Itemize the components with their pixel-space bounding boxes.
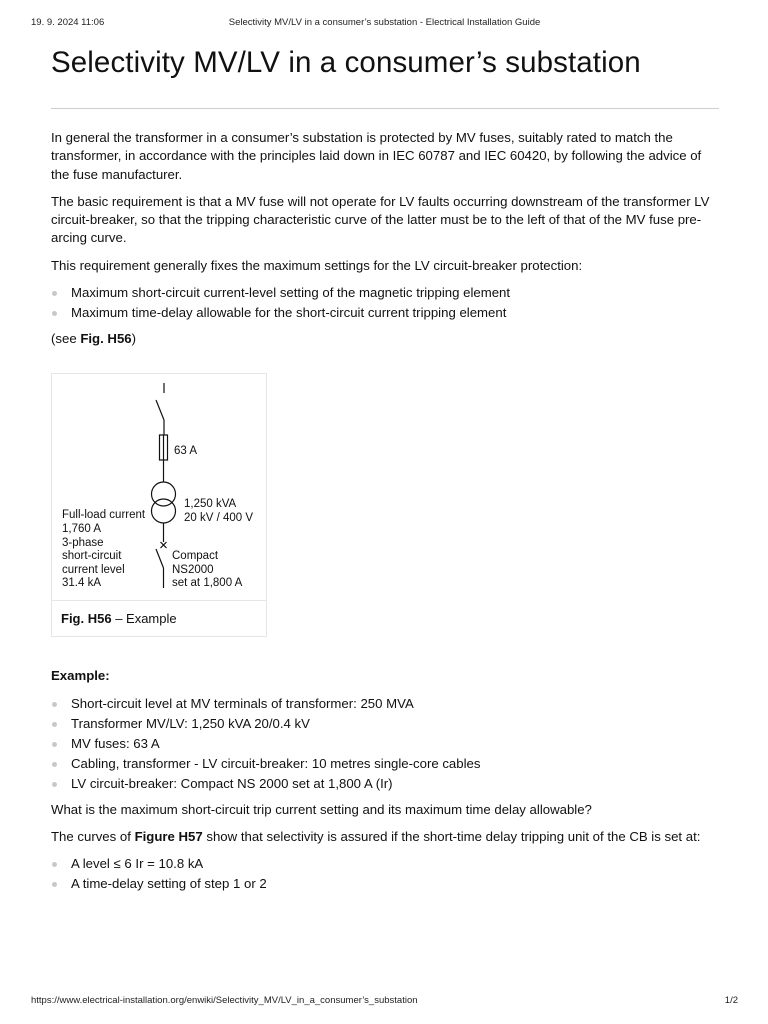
short-circuit-label-3: current level xyxy=(62,564,125,577)
full-load-value: 1,760 A xyxy=(62,523,102,536)
caption-ref: Fig. H56 xyxy=(61,611,112,627)
short-circuit-value: 31.4 kA xyxy=(62,577,101,590)
transformer-voltage-label: 20 kV / 400 V xyxy=(184,512,254,525)
lv-breaker-blade xyxy=(156,549,164,568)
figure-h56 xyxy=(51,373,267,637)
basic-requirement-paragraph: The basic requirement is that a MV fuse will not operate for LV faults occurring downstream of the transformer LV circuit-breaker, so that the tripping characteristic curve of the latter must be to the left of that of the MV fuse pre-arcing curve. xyxy=(51,193,710,246)
title-divider xyxy=(51,108,719,109)
list-item: Transformer MV/LV: 1,250 kVA 20/0.4 kV xyxy=(51,714,719,734)
list-item: A level ≤ 6 Ir = 10.8 kA xyxy=(51,854,719,874)
short-circuit-label-1: 3-phase xyxy=(62,537,104,550)
transformer-power-label: 1,250 kVA xyxy=(184,498,237,511)
list-item: LV circuit-breaker: Compact NS 2000 set at 1,800 A (Ir) xyxy=(51,774,719,794)
full-load-label: Full-load current xyxy=(62,509,146,522)
curves-paragraph xyxy=(51,828,719,846)
answer-list xyxy=(51,854,719,894)
list-item: Short-circuit level at MV terminals of transformer: 250 MVA xyxy=(51,694,719,714)
list-item: Maximum time-delay allowable for the short-circuit current tripping element xyxy=(51,303,719,323)
print-footer xyxy=(31,995,738,1009)
list-item: Cabling, transformer - LV circuit-breaker: 10 metres single-core cables xyxy=(51,754,719,774)
see-figure-paragraph xyxy=(51,330,719,348)
transformer-secondary-coil xyxy=(152,499,176,523)
mv-switch-blade xyxy=(156,400,164,420)
intro-paragraph: In general the transformer in a consumer’s substation is protected by MV fuses, suitably rated to match the transformer, in accordance with the principles laid down in IEC 60787 and IEC 60420, by following the advice of the fuse manufacturer. xyxy=(51,130,702,182)
list-item: MV fuses: 63 A xyxy=(51,734,719,754)
list-item: Maximum short-circuit current-level setting of the magnetic tripping element xyxy=(51,283,719,303)
figure-caption xyxy=(52,600,266,636)
example-heading: Example: xyxy=(51,668,110,684)
curves-prefix: The curves of xyxy=(51,828,135,844)
page-number: 1/2 xyxy=(724,995,738,1006)
print-url: https://www.electrical-installation.org/enwiki/Selectivity_MV/LV_in_a_consumer’s_substation xyxy=(31,995,418,1006)
breaker-label-1: Compact xyxy=(172,550,219,563)
article xyxy=(51,44,719,894)
requirement-fixes-paragraph: This requirement generally fixes the maximum settings for the LV circuit-breaker protection: xyxy=(51,257,583,273)
max-settings-list xyxy=(51,283,719,323)
short-circuit-label-2: short-circuit xyxy=(62,550,122,563)
question-paragraph: What is the maximum short-circuit trip current setting and its maximum time delay allowable? xyxy=(51,801,592,817)
figure-link-h56[interactable]: Fig. H56 xyxy=(80,331,132,347)
fuse-rating-label: 63 A xyxy=(174,445,198,458)
caption-text: – Example xyxy=(111,611,177,627)
figure-link-h57[interactable]: Figure H57 xyxy=(134,828,203,844)
example-list xyxy=(51,694,719,794)
breaker-label-3: set at 1,800 A xyxy=(172,577,243,590)
breaker-label-2: NS2000 xyxy=(172,564,214,577)
list-item: A time-delay setting of step 1 or 2 xyxy=(51,874,719,894)
see-suffix: ) xyxy=(131,331,137,347)
see-prefix: (see xyxy=(51,331,81,347)
substation-diagram xyxy=(52,374,266,600)
curves-suffix: show that selectivity is assured if the short-time delay tripping unit of the CB is set at: xyxy=(202,828,701,844)
print-header xyxy=(31,17,738,31)
print-page-title: Selectivity MV/LV in a consumer’s substation - Electrical Installation Guide xyxy=(228,17,541,28)
print-datetime: 19. 9. 2024 11:06 xyxy=(31,17,105,28)
page-title: Selectivity MV/LV in a consumer’s substation xyxy=(51,46,641,79)
